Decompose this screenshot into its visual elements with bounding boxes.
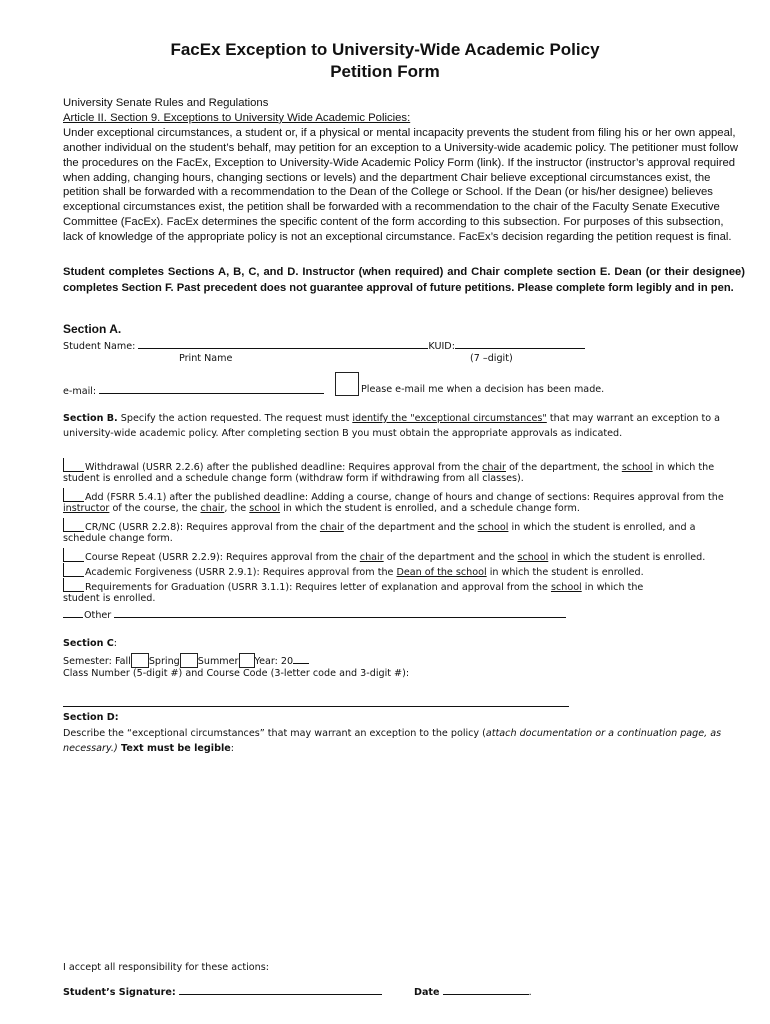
crnc-text-c: in which the student is enrolled, and a: [508, 522, 696, 533]
section-b-intro: [63, 413, 720, 425]
semester-summer-label: Summer: [197, 656, 239, 667]
crnc-text-b: of the department and the: [343, 522, 478, 533]
option-course-repeat: [63, 548, 705, 564]
grad-text: Requirements for Graduation (USRR 3.1.1): Requires letter of explanation and approval from the: [85, 582, 551, 593]
graduation-checkbox[interactable]: [63, 578, 84, 592]
section-c-heading-row: Section C:: [63, 638, 118, 649]
kuid-digit-caption: (7 –digit): [470, 353, 513, 364]
section-d-heading: Section D:: [63, 712, 119, 723]
student-name-row: [63, 339, 585, 353]
grad-school: school: [550, 582, 582, 593]
intro-rules-heading: University Senate Rules and Regulations: [63, 97, 269, 109]
option-crnc: [63, 518, 695, 534]
date-period: .: [528, 987, 532, 998]
academic-forgiveness-checkbox[interactable]: [63, 563, 84, 577]
section-b-line2: university-wide academic policy. After completing section B you must obtain the appropriate approvals as indicated.: [63, 428, 623, 439]
year-field[interactable]: [293, 654, 309, 664]
section-d-colon: :: [230, 743, 234, 754]
crnc-chair: chair: [319, 522, 344, 533]
date-label: Date: [414, 987, 440, 998]
section-d-text: [63, 728, 721, 740]
repeat-text: Course Repeat (USRR 2.2.9): Requires approval from the: [85, 552, 360, 563]
section-d-italic: attach documentation or a continuation page, as: [485, 728, 722, 739]
date-row: [414, 985, 532, 999]
year-label: Year: 20: [254, 656, 294, 667]
option-withdrawal: [63, 458, 714, 474]
course-repeat-checkbox[interactable]: [63, 548, 84, 562]
summer-checkbox[interactable]: [239, 653, 255, 668]
intro-block: [63, 96, 743, 245]
crnc-checkbox[interactable]: [63, 518, 84, 532]
section-d-text-a: Describe the “exceptional circumstances” that may warrant an exception to the policy (: [63, 728, 486, 739]
add-text-e: in which the student is enrolled, and a schedule change form.: [280, 503, 580, 514]
option-add: [63, 488, 724, 504]
email-field[interactable]: [99, 384, 324, 394]
withdrawal-checkbox[interactable]: [63, 458, 84, 472]
email-notify-checkbox[interactable]: [335, 372, 359, 396]
section-a-heading: Section A.: [63, 322, 122, 336]
other-field[interactable]: [114, 608, 566, 618]
section-d-legible: Text must be legible: [117, 743, 231, 754]
repeat-chair: chair: [359, 552, 384, 563]
crnc-school: school: [477, 522, 509, 533]
repeat-school: school: [517, 552, 549, 563]
repeat-text-b: of the department and the: [383, 552, 518, 563]
exceptional-circumstances-link[interactable]: identify the "exceptional circumstances": [352, 413, 547, 424]
student-name-field[interactable]: [138, 339, 428, 349]
section-b-text: Specify the action requested. The request must: [120, 413, 353, 424]
add-line2: [63, 503, 580, 515]
option-other: [63, 608, 566, 622]
forgive-text: Academic Forgiveness (USRR 2.9.1): Requires approval from the: [85, 567, 397, 578]
print-name-caption: Print Name: [179, 353, 233, 364]
add-school: school: [249, 503, 281, 514]
forgive-dean: Dean of the school: [396, 567, 487, 578]
forgive-text-b: in which the student is enrolled.: [486, 567, 644, 578]
withdrawal-line2: student is enrolled and a schedule change form (withdraw form if withdrawing from all classes).: [63, 473, 524, 484]
email-row: [63, 384, 324, 398]
other-checkbox[interactable]: [63, 608, 83, 618]
withdrawal-text-c: in which the: [652, 462, 715, 473]
graduation-line2: student is enrolled.: [63, 593, 156, 604]
add-chair: chair: [200, 503, 225, 514]
section-d-italic2: necessary.): [63, 743, 118, 754]
form-title: FacEx Exception to University-Wide Academic Policy: [170, 40, 600, 59]
withdrawal-text-b: of the department, the: [506, 462, 622, 473]
signature-label: Student’s Signature:: [63, 987, 176, 998]
crnc-line2: schedule change form.: [63, 533, 173, 544]
withdrawal-text: Withdrawal (USRR 2.2.6) after the published deadline: Requires approval from the: [85, 462, 483, 473]
option-graduation: [63, 578, 643, 594]
withdrawal-chair: chair: [482, 462, 507, 473]
crnc-text: CR/NC (USRR 2.2.8): Requires approval from the: [85, 522, 320, 533]
section-d-line2: [63, 743, 234, 755]
kuid-field[interactable]: [455, 339, 585, 349]
semester-fall-label: Semester: Fall: [63, 656, 131, 667]
section-b-heading: Section B.: [63, 413, 118, 424]
section-c-heading: Section C: [63, 638, 114, 649]
add-checkbox[interactable]: [63, 488, 84, 502]
semester-spring-label: Spring: [148, 656, 180, 667]
student-name-label: Student Name:: [63, 341, 136, 352]
circumstances-text-area[interactable]: [63, 760, 743, 950]
add-text-c: of the course, the: [109, 503, 201, 514]
signature-row: [63, 985, 382, 999]
class-number-label: Class Number (5-digit #) and Course Code (3-letter code and 3-digit #):: [63, 668, 410, 679]
email-label: e-mail:: [63, 386, 97, 397]
add-text: Add (FSRR 5.4.1) after the published deadline: Adding a course, change of hours and change of sections: Requires approval from the: [85, 492, 724, 503]
email-notify-label: Please e-mail me when a decision has been made.: [361, 384, 605, 395]
withdrawal-school: school: [621, 462, 653, 473]
signature-field[interactable]: [179, 985, 382, 995]
option-academic-forgiveness: [63, 563, 644, 579]
instructions: Student completes Sections A, B, C, and D. Instructor (when required) and Chair complete section E. Dean (or their designee) completes Section F. Past precedent does not guarantee approval of future petitions. Please complete form legibly and in pen.: [63, 266, 745, 294]
add-instructor: instructor: [63, 503, 110, 514]
other-label: Other: [84, 610, 112, 621]
add-text-d: , the: [224, 503, 250, 514]
section-b-text-end: that may warrant an exception to a: [546, 413, 721, 424]
spring-checkbox[interactable]: [180, 653, 198, 668]
date-field[interactable]: [443, 985, 529, 995]
fall-checkbox[interactable]: [131, 653, 149, 668]
intro-article-heading: Article II. Section 9. Exceptions to University Wide Academic Policies:: [63, 111, 411, 124]
accept-responsibility: I accept all responsibility for these actions:: [63, 962, 269, 973]
repeat-text-c: in which the student is enrolled.: [548, 552, 706, 563]
form-subtitle: Petition Form: [330, 62, 440, 81]
class-number-field[interactable]: [63, 706, 569, 707]
kuid-label: KUID:: [428, 341, 455, 352]
intro-paragraph: Under exceptional circumstances, a student or, if a physical or mental incapacity prevents the student from filing his or her own appeal, another individual on the student’s behalf, may petition for an exception to a University-wide academic policy. The petitioner must follow the procedures on the FacEx, Exception to University-Wide Academic Policy Form (link). If the instructor (instructor’s approval required when adding, changing hours, changing sections or levels) and the department Chair believe exceptional circumstances exist, the petition shall be forwarded with a recommendation to the Dean of the College or School. If the Dean (or his/her designee) believes exceptional circumstances exist, the petition shall be forwarded with a recommendation to the chair of the Faculty Senate Executive Committee (FacEx). FacEx determines the specific content of the form according to this subsection. For purposes of this subsection, lack of knowledge of the appropriate policy is not an exceptional circumstance. FacEx’s decision regarding the petition request is final.: [63, 126, 739, 244]
grad-text-b: in which the: [581, 582, 644, 593]
semester-row: [63, 653, 309, 668]
